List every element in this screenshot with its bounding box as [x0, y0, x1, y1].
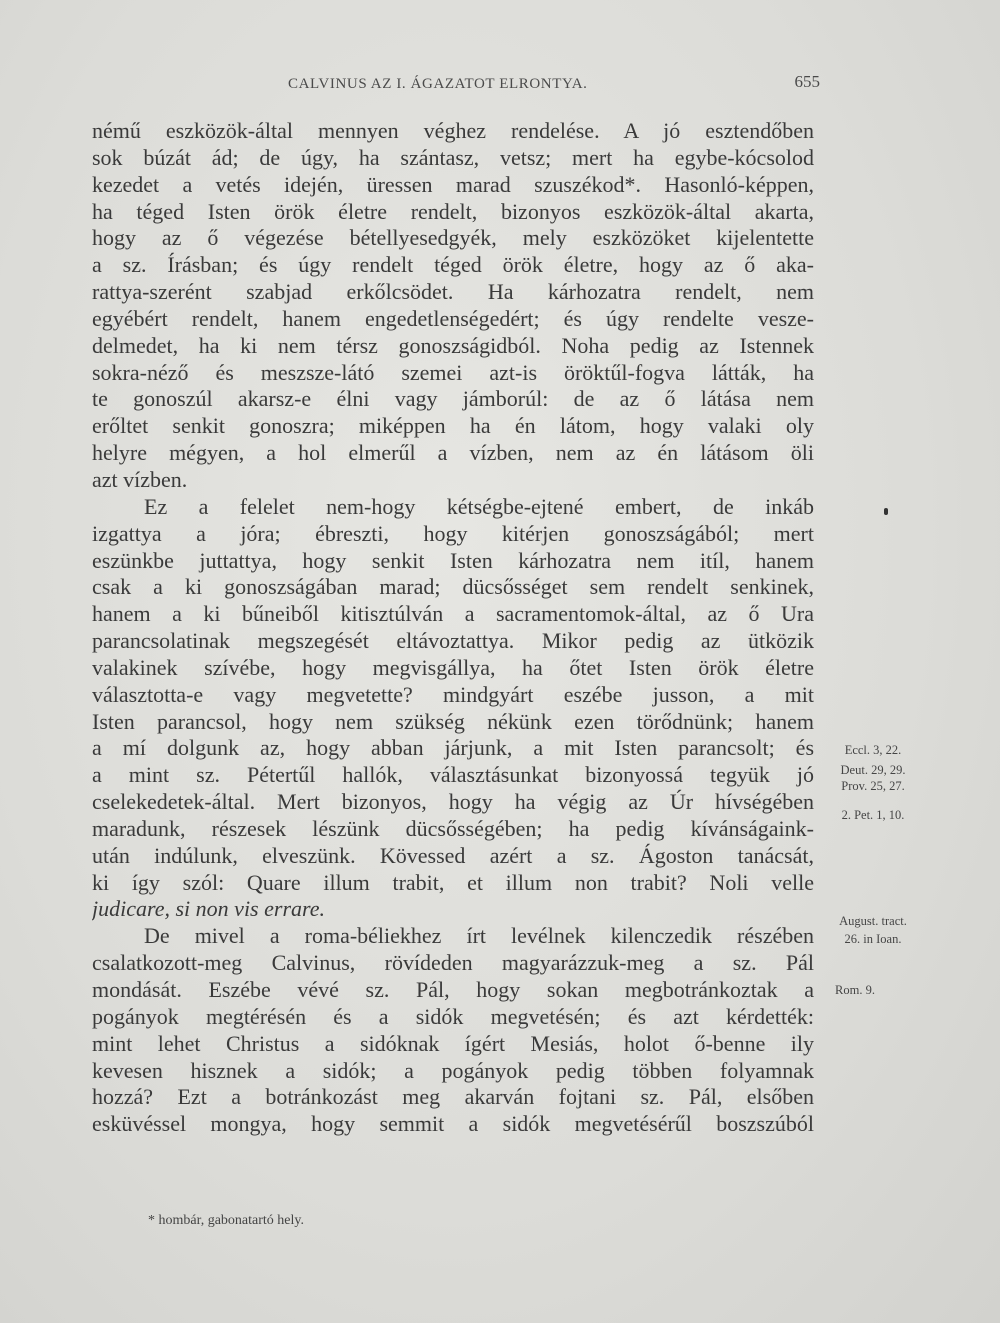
margin-note: Rom. 9. — [835, 983, 875, 997]
text-line: parancsolatinak megszegését eltávoztattya. Mikor pedig az ütközik — [92, 628, 814, 654]
text-line: judicare, si non vis errare. — [92, 896, 326, 922]
text-line: eszünkbe juttattya, hogy senkit Isten kárhozatra nem itíl, hanem — [92, 547, 814, 573]
page-number: 655 — [794, 72, 820, 91]
text-line: izgattya a jóra; ébreszti, hogy kitérjen gonoszságából; mert — [92, 520, 814, 546]
text-line: te gonoszúl akarsz-e élni vagy jámborúl: de az ő látása nem — [92, 386, 814, 412]
margin-note: 2. Pet. 1, 10. — [841, 808, 905, 822]
text-line: azt vízben. — [92, 466, 188, 492]
text-line: csak a ki gonoszságában marad; dücsősséget sem rendelt senkinek, — [92, 574, 814, 600]
text-line: valakinek szívébe, hogy megvisgállya, ha őtet Isten örök életre — [92, 654, 814, 680]
text-line: ha téged Isten örök életre rendelt, bizonyos eszközök-által akarta, — [92, 198, 814, 224]
text-line: mondását. Eszébe vévé sz. Pál, hogy sokan megbotránkoztak a — [92, 977, 814, 1002]
margin-note: Eccl. 3, 22. — [844, 743, 902, 757]
text-line: hozzá? Ezt a botránkozást meg akarván fojtani sz. Pál, elsőben — [92, 1084, 814, 1110]
running-title: CALVINUS AZ I. ÁGAZATOT ELRONTYA. — [288, 76, 588, 92]
text-line: helyre mégyen, a hol elmerűl a vízben, nem az én látásom öli — [92, 440, 814, 466]
margin-note: August. tract. — [839, 914, 907, 928]
text-line: a mí dolgunk az, hogy abban járjunk, a mit Isten parancsolt; és — [92, 735, 814, 761]
text-line: után indúlunk, elveszünk. Kövessed azért a sz. Ágoston tanácsát, — [92, 842, 814, 868]
text-line: delmedet, ha ki nem térsz gonoszságidból. Noha pedig az Istennek — [92, 332, 814, 358]
text-line: némű eszközök-által mennyen véghez rendelése. A jó esztendőben — [92, 118, 814, 143]
body-text — [92, 118, 814, 1138]
text-line: pogányok megtérésén és a sidók megvetésén; és azt kérdették: — [92, 1003, 814, 1029]
text-line: Ez a felelet nem-hogy kétségbe-ejtené embert, de inkáb — [144, 493, 814, 519]
text-line: sok búzát ád; de úgy, ha szántasz, vetsz; mert ha egybe-kócsolod — [92, 144, 814, 170]
text-line: kezedet a vetés idején, üressen marad szuszékod*. Hasonló-képpen, — [92, 171, 814, 197]
margin-note: Deut. 29, 29. — [840, 763, 906, 777]
text-line: egyébért rendelt, hanem engedetlenségedért; és úgy rendelte vesze- — [92, 305, 814, 331]
text-line: mint lehet Christus a sidóknak ígért Mesiás, holot ő-benne ily — [92, 1030, 814, 1056]
text-line: sokra-néző és meszsze-látó szemei azt-is öröktűl-fogva látták, ha — [92, 359, 814, 385]
text-line: csalatkozott-meg Calvinus, rövídeden magyarázzuk-meg a sz. Pál — [92, 950, 814, 976]
text-line: hanem a ki bűneiből kitisztúlván a sacramentomok-által, az ő Ura — [92, 601, 814, 627]
text-line: ki így szól: Quare illum trabit, et illum non trabit? Noli velle — [92, 869, 814, 895]
text-line: kevesen hisznek a sidók; a pogányok pedig többen folyamnak — [92, 1057, 814, 1083]
margin-note: 26. in Ioan. — [844, 932, 902, 946]
text-line: választotta-e vagy megvetette? mindgyárt eszébe jusson, a mit — [92, 681, 814, 707]
page-header — [90, 72, 820, 102]
text-line: a mint sz. Pétertűl hallók, választásunkat bizonyossá tegyük jó — [92, 762, 814, 788]
text-line: maradunk, részesek lészünk dücsősségében; ha pedig kívánságaink- — [92, 815, 814, 841]
text-line: hogy az ő végezése bétellyesedgyék, mely eszközöket kijelentette — [92, 225, 814, 251]
text-line: a sz. Írásban; és úgy rendelt téged örök életre, hogy az ő aka- — [92, 252, 814, 278]
ink-speck — [884, 508, 888, 515]
text-line: Isten parancsol, hogy nem szükség nékünk ezen törődnünk; hanem — [92, 708, 814, 734]
text-line: erőltet senkit gonoszra; miképpen ha én látom, hogy valaki oly — [92, 413, 814, 439]
text-line: cselekedetek-által. Mert bizonyos, hogy ha végig az Úr hívségében — [92, 789, 814, 815]
text-line: rattya-szerént szabjad erkőlcsödet. Ha kárhozatra rendelt, nem — [92, 279, 814, 305]
footnote: * hombár, gabonatartó hely. — [148, 1213, 304, 1228]
margin-note: Prov. 25, 27. — [841, 779, 905, 793]
text-line: esküvéssel mongya, hogy semmit a sidók megvetésérűl boszszúból — [92, 1111, 814, 1137]
text-line: De mivel a roma-béliekhez írt levélnek kilenczedik részében — [144, 923, 814, 949]
